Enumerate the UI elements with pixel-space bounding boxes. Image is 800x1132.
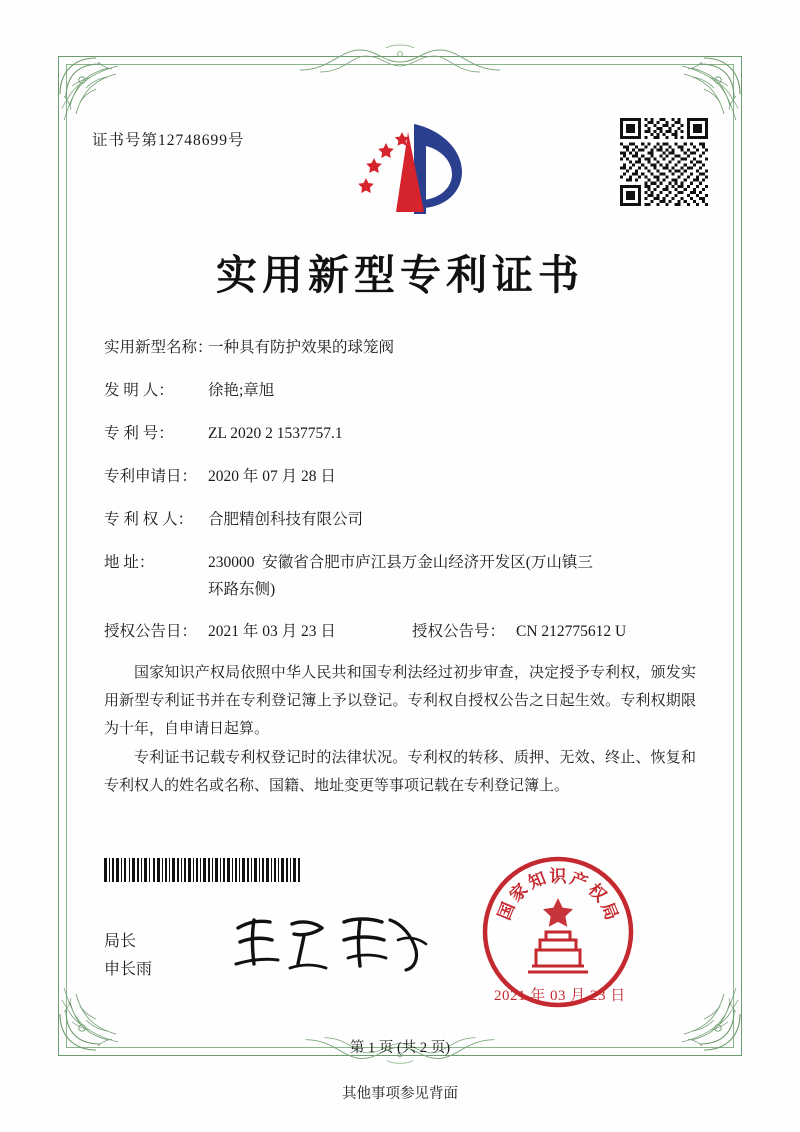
certificate-number: 证书号第12748699号: [92, 132, 245, 149]
field-label: 发 明 人：: [104, 381, 174, 399]
handwritten-signature-icon: [232, 906, 432, 980]
field-application-date: [104, 467, 704, 488]
certificate-fields: [104, 338, 704, 665]
paragraph-1: 国家知识产权局依照中华人民共和国专利法经过初步审查，决定授予专利权，颁发实用新型专利证书并在专利登记簿上予以登记。专利权自授权公告之日起生效。专利权期限为十年，自申请日起算。: [104, 665, 696, 737]
svg-text:识: 识: [549, 867, 567, 887]
field-label-grant-number: 授权公告号：: [412, 623, 506, 641]
field-value-grant-number: CN 212775612 U: [516, 623, 627, 641]
page-number: 第 1 页 (共 2 页): [349, 1040, 451, 1056]
field-label: 实用新型名称：: [104, 339, 213, 356]
field-patent-number: [104, 424, 704, 445]
signature-title: 局长: [104, 933, 137, 950]
field-address: [104, 553, 704, 574]
signature-name: 申长雨: [104, 961, 153, 978]
field-address-line2: 环路东侧): [208, 580, 276, 598]
svg-text:知: 知: [525, 868, 550, 894]
footer-note: 其他事项参见背面: [342, 1086, 458, 1102]
qr-code-icon: [620, 118, 708, 206]
svg-text:家: 家: [506, 880, 533, 907]
signature-block: [104, 928, 152, 984]
field-label: 地 址：: [104, 553, 155, 571]
svg-text:产: 产: [566, 868, 591, 894]
field-value: 230000 安徽省合肥市庐江县万金山经济开发区(万山镇三: [208, 553, 593, 571]
field-label: 专 利 号：: [104, 424, 174, 442]
top-edge-ornament-icon: [300, 40, 500, 76]
certificate-body-text: [104, 660, 696, 803]
paragraph-2: 专利证书记载专利权登记时的法律状况。专利权的转移、质押、无效、终止、恢复和专利权人的姓名或名称、国籍、地址变更等事项记载在专利登记簿上。: [104, 750, 696, 794]
field-value: ZL 2020 2 1537757.1: [208, 424, 343, 442]
svg-text:局: 局: [596, 899, 622, 924]
page-title: 实用新型专利证书: [216, 251, 584, 299]
field-value: 2020 年 07 月 28 日: [208, 467, 336, 485]
field-patentee: [104, 510, 704, 531]
field-grant-row: [104, 622, 704, 643]
field-value: 合肥精创科技有限公司: [208, 510, 364, 528]
seal-date: 2021 年 03 月 23 日: [494, 988, 626, 1004]
cnipa-logo-icon: [352, 116, 462, 222]
svg-text:国: 国: [494, 899, 520, 924]
field-utility-model-name: [104, 338, 704, 359]
field-inventor: [104, 381, 704, 402]
field-label: 专 利 权 人：: [104, 510, 194, 528]
field-value: 一种具有防护效果的球笼阀: [208, 339, 395, 356]
field-label: 专利申请日：: [104, 467, 198, 485]
field-value-grant-date: 2021 年 03 月 23 日: [208, 623, 336, 641]
field-value: 徐艳;章旭: [208, 381, 275, 399]
barcode-icon: [104, 858, 300, 882]
field-label-grant-date: 授权公告日：: [104, 623, 198, 641]
svg-text:权: 权: [583, 880, 610, 907]
